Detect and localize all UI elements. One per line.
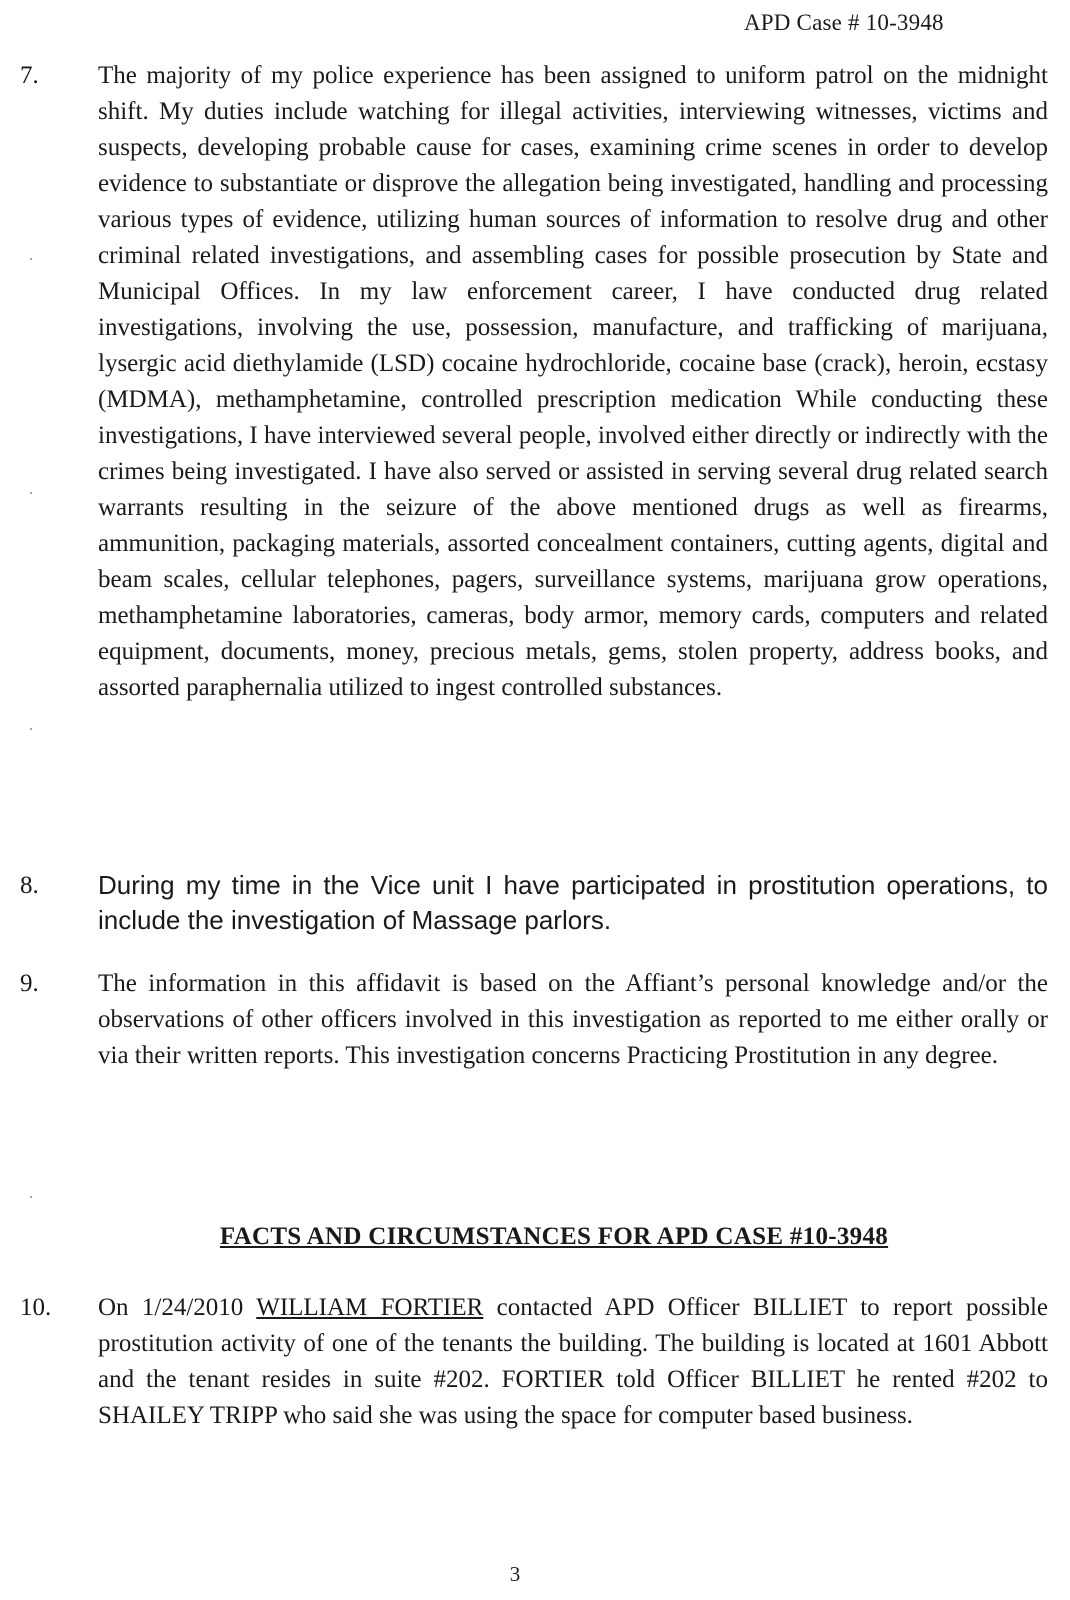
- paragraph-text: The majority of my police experience has been assigned to uniform patrol on the midnight shift. My duties include watching for illegal activities, interviewing witnesses, victims and suspects, developing probable cause for cases, examining crime scenes in order to develop evidence to substantiate or disprove the allegation being investigated, handling and processing various types of evidence, utilizing human sources of information to resolve drug and other criminal related investigations, and assembling cases for possible prosecution by State and Municipal Offices. In my law enforcement career, I have conducted drug related investigations, involving the use, possession, manufacture, and trafficking of marijuana, lysergic acid diethylamide (LSD) cocaine hydrochloride, cocaine base (crack), heroin, ecstasy (MDMA), methamphetamine, controlled prescription medication While conducting these investigations, I have interviewed several people, involved either directly or indirectly with the crimes being investigated. I have also served or assisted in serving several drug related search warrants resulting in the seizure of the above mentioned drugs as well as firearms, ammunition, packaging materials, assorted concealment containers, cutting agents, digital and beam scales, cellular telephones, pagers, surveillance systems, marijuana grow operations, methamphetamine laboratories, cameras, body armor, memory cards, computers and related equipment, documents, money, precious metals, gems, stolen property, address books, and assorted paraphernalia utilized to ingest controlled substances.: [98, 62, 1048, 701]
- paragraph-text-rest: contacted APD Officer BILLIET to report possible prostitution activity of one of the tenants the building. The building is located at 1601 Abbott and the tenant resides in suite #202. FORTIER told Officer BILLIET he rented #202 to SHAILEY TRIPP who said she was using the space for computer based business.: [98, 1294, 1048, 1429]
- paragraph-text-start: On 1/24/2010: [98, 1294, 257, 1321]
- scan-speck: [30, 1196, 32, 1198]
- paragraph-number: 9.: [20, 970, 39, 997]
- paragraph-number: 8.: [20, 872, 39, 899]
- paragraph-number: 7.: [20, 62, 39, 89]
- paragraph-text: [98, 1290, 1048, 1434]
- complainant-name: WILLIAM FORTIER: [256, 1294, 484, 1321]
- scan-speck: [30, 728, 32, 730]
- section-heading: [0, 1223, 1070, 1251]
- paragraph-number: 10.: [20, 1294, 52, 1321]
- scan-speck: [30, 492, 32, 494]
- paragraph-text: The information in this affidavit is based on the Affiant’s personal knowledge and/or the observations of other officers involved in this investigation as reported to me either orally or via their written reports. This investigation concerns Practicing Prostitution in any degree.: [98, 970, 1048, 1069]
- scan-speck: [30, 258, 32, 260]
- section-heading-text: FACTS AND CIRCUMSTANCES FOR APD CASE #10-3948: [219, 1223, 889, 1250]
- case-number-header: APD Case # 10-3948: [744, 10, 944, 35]
- paragraph-text: During my time in the Vice unit I have participated in prostitution operations, to include the investigation of Massage parlors.: [98, 870, 1048, 935]
- page-number: 3: [509, 1562, 521, 1586]
